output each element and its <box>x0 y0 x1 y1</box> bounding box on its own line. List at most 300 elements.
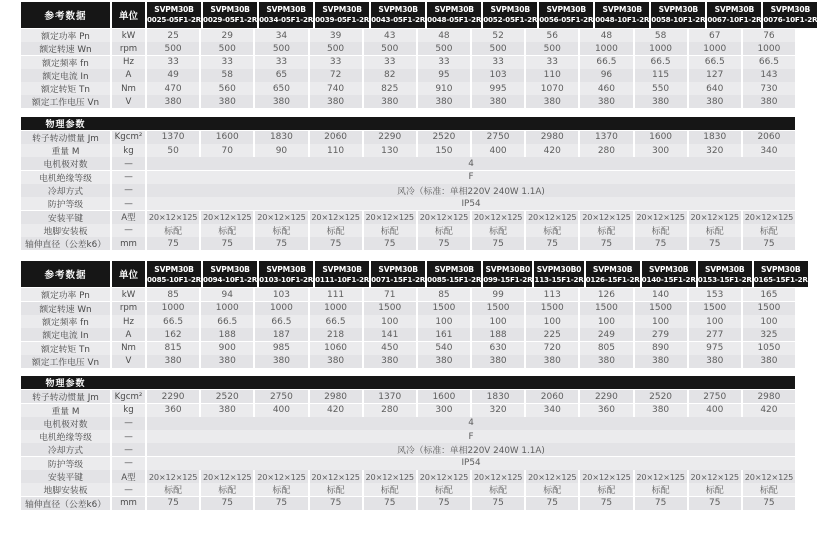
cell-value: 33 <box>472 56 524 69</box>
row-label: 安装平键 <box>21 211 110 224</box>
cell-value: 130 <box>364 144 416 157</box>
table-row <box>21 328 795 340</box>
cell-value: 75 <box>201 237 253 250</box>
cell-value: 66.5 <box>743 56 795 69</box>
table-row <box>21 82 795 94</box>
model-code: 0058-10F1-2R <box>651 15 706 25</box>
cell-value: 380 <box>526 95 578 108</box>
cell-value: 20×12×125 <box>257 212 306 223</box>
cell-value: 82 <box>364 69 416 82</box>
cell-value: 380 <box>743 95 795 108</box>
model-code: 0076-10F1-2R <box>763 15 818 25</box>
cell-value: 20×12×125 <box>365 471 414 482</box>
row-label: 重量 M <box>21 404 110 417</box>
cell-value: 标配 <box>580 224 632 237</box>
model-series: SVPM30B <box>210 5 250 15</box>
cell-value: 20×12×125 <box>419 212 469 223</box>
model-code: 0025-05F1-2R <box>147 15 202 25</box>
model-header <box>203 2 257 28</box>
cell-value: 75 <box>310 237 362 250</box>
cell-value: 56 <box>526 29 578 42</box>
row-unit: — <box>112 443 145 456</box>
model-series: SVPM30B <box>770 5 811 15</box>
table-row <box>21 417 795 429</box>
cell-value: 127 <box>689 69 741 82</box>
cell-value: 400 <box>255 404 307 417</box>
table-row <box>21 171 795 183</box>
cell-value: 20×12×125 <box>148 471 198 482</box>
model-header <box>539 2 593 28</box>
row-label: 转子转动惯量 Jm <box>21 131 110 144</box>
cell-value: 277 <box>689 328 741 341</box>
cell-value: 75 <box>255 497 307 510</box>
model-series: SVPM30B <box>266 5 306 15</box>
cell-value: 1000 <box>689 42 741 55</box>
cell-value: 805 <box>580 342 632 355</box>
table-row <box>21 69 795 81</box>
model-series: SVPM30B0 <box>536 264 582 274</box>
cell-value: 39 <box>310 29 362 42</box>
cell-value: 33 <box>147 56 199 69</box>
cell-value: 650 <box>255 82 307 95</box>
cell-value: 标配 <box>526 483 578 496</box>
cell-value: 2750 <box>472 131 524 144</box>
phys-rows <box>21 390 795 509</box>
row-unit: — <box>112 483 145 496</box>
cell-value: 66.5 <box>580 56 632 69</box>
row-label: 轴伸直径（公差k6） <box>21 497 110 510</box>
cell-value: 67 <box>689 29 741 42</box>
row-unit: — <box>112 197 145 210</box>
cell-value: 2290 <box>580 390 632 403</box>
cell-value: 380 <box>201 95 253 108</box>
cell-value: 96 <box>580 69 632 82</box>
model-header <box>534 261 583 287</box>
phys-rows <box>21 131 795 250</box>
cell-value: 103 <box>472 69 524 82</box>
cell-value: 1370 <box>147 131 199 144</box>
row-label: 电机绝缘等级 <box>21 430 110 443</box>
model-series: SVPM30B <box>602 5 642 15</box>
cell-value: 1370 <box>364 390 416 403</box>
cell-value: 720 <box>526 342 578 355</box>
cell-value: 1500 <box>689 302 741 315</box>
row-unit: — <box>112 457 145 470</box>
model-series: SVPM30B <box>154 5 194 15</box>
cell-value: 2060 <box>526 390 578 403</box>
cell-value: 1370 <box>580 131 632 144</box>
model-header <box>698 261 752 287</box>
cell-value: 380 <box>689 355 741 368</box>
cell-value: 111 <box>310 288 362 301</box>
row-unit: rpm <box>112 42 145 55</box>
cell-value: 75 <box>418 237 470 250</box>
cell-value: 187 <box>255 328 307 341</box>
row-label: 冷却方式 <box>21 443 110 456</box>
cell-value: 20×12×125 <box>744 212 794 223</box>
cell-value: 380 <box>255 95 307 108</box>
cell-value: 75 <box>364 237 416 250</box>
cell-value: 75 <box>689 237 741 250</box>
cell-value: 20×12×125 <box>582 212 631 223</box>
cell-value: 380 <box>635 95 687 108</box>
cell-value: 33 <box>526 56 578 69</box>
cell-value: 730 <box>743 82 795 95</box>
model-series: SVPM30B <box>761 264 801 274</box>
model-header <box>763 2 817 28</box>
cell-value: 500 <box>364 42 416 55</box>
cell-value: 58 <box>635 29 687 42</box>
cell-value: 2520 <box>201 390 253 403</box>
model-series: SVPM30B0 <box>485 264 531 274</box>
cell-value: 380 <box>580 95 632 108</box>
cell-value: 188 <box>201 328 253 341</box>
cell-value: 380 <box>147 355 199 368</box>
cell-value: 380 <box>743 355 795 368</box>
cell-value: 1060 <box>310 342 362 355</box>
row-label: 转子转动惯量 Jm <box>21 390 110 403</box>
cell-value: 20×12×125 <box>203 212 252 223</box>
cell-value: 20×12×125 <box>690 212 739 223</box>
model-header <box>371 261 425 287</box>
cell-value: 75 <box>526 237 578 250</box>
cell-value: 380 <box>201 355 253 368</box>
model-header <box>259 261 313 287</box>
cell-value: 75 <box>147 497 199 510</box>
cell-value: 340 <box>526 404 578 417</box>
cell-value: 75 <box>689 497 741 510</box>
model-code: 0029-05F1-2R <box>203 15 258 25</box>
row-label: 额定转矩 Tn <box>21 82 110 95</box>
cell-value: 380 <box>689 95 741 108</box>
merged-value: IP54 <box>147 457 795 470</box>
cell-value: 标配 <box>147 224 199 237</box>
cell-value: 66.5 <box>689 56 741 69</box>
cell-value: 65 <box>255 69 307 82</box>
row-unit: V <box>112 355 145 368</box>
cell-value: 72 <box>310 69 362 82</box>
model-code: 0048-05F1-2R <box>427 15 482 25</box>
cell-value: 890 <box>635 342 687 355</box>
cell-value: 标配 <box>418 483 470 496</box>
table-row <box>21 211 795 223</box>
cell-value: 2980 <box>310 390 362 403</box>
model-header <box>483 261 532 287</box>
table-row <box>21 184 795 196</box>
cell-value: 1830 <box>472 390 524 403</box>
cell-value: 910 <box>418 82 470 95</box>
cell-value: 1500 <box>580 302 632 315</box>
table-row <box>21 42 795 54</box>
model-header <box>595 2 649 28</box>
cell-value: 2750 <box>255 390 307 403</box>
table-row <box>21 131 795 143</box>
model-header <box>315 261 369 287</box>
row-unit: Nm <box>112 82 145 95</box>
cell-value: 94 <box>201 288 253 301</box>
cell-value: 380 <box>255 355 307 368</box>
row-label: 安装平键 <box>21 470 110 483</box>
row-unit: Hz <box>112 315 145 328</box>
cell-value: 110 <box>526 69 578 82</box>
cell-value: 标配 <box>310 224 362 237</box>
cell-value: 90 <box>255 144 307 157</box>
row-label: 防护等级 <box>21 197 110 210</box>
cell-value: 33 <box>255 56 307 69</box>
table-row <box>21 483 795 495</box>
row-label: 轴伸直径（公差k6） <box>21 237 110 250</box>
table-row <box>21 470 795 482</box>
cell-value: 400 <box>689 404 741 417</box>
cell-value: 75 <box>201 497 253 510</box>
cell-value: 75 <box>147 237 199 250</box>
cell-value: 143 <box>743 69 795 82</box>
cell-value: 20×12×125 <box>473 471 523 482</box>
cell-value: 460 <box>580 82 632 95</box>
row-unit: Kgcm² <box>112 390 145 403</box>
model-code: 0071-15F1-2R <box>371 274 426 284</box>
cell-value: 70 <box>201 144 253 157</box>
cell-value: 20×12×125 <box>419 471 469 482</box>
cell-value: 标配 <box>743 224 795 237</box>
cell-value: 75 <box>743 497 795 510</box>
model-series: SVPM30B <box>378 264 418 274</box>
spec-table-section-2 <box>21 261 808 510</box>
cell-value: 75 <box>635 237 687 250</box>
cell-value: 2290 <box>147 390 199 403</box>
model-code: 0140-15F1-2R <box>641 274 696 284</box>
model-header <box>586 261 640 287</box>
spec-table-section-1 <box>21 2 818 251</box>
cell-value: 33 <box>201 56 253 69</box>
model-header <box>427 2 481 28</box>
model-header <box>315 2 369 28</box>
cell-value: 标配 <box>255 224 307 237</box>
cell-value: 360 <box>580 404 632 417</box>
cell-value: 1500 <box>743 302 795 315</box>
row-label: 额定频率 fn <box>21 56 110 69</box>
cell-value: 470 <box>147 82 199 95</box>
phys-params-bar <box>21 376 795 389</box>
cell-value: 标配 <box>364 224 416 237</box>
row-unit: — <box>112 430 145 443</box>
cell-value: 34 <box>255 29 307 42</box>
cell-value: 58 <box>201 69 253 82</box>
cell-value: 153 <box>689 288 741 301</box>
cell-value: 630 <box>472 342 524 355</box>
cell-value: 标配 <box>580 483 632 496</box>
cell-value: 75 <box>635 497 687 510</box>
cell-value: 标配 <box>689 483 741 496</box>
row-unit: A <box>112 69 145 82</box>
cell-value: 115 <box>635 69 687 82</box>
cell-value: 1500 <box>635 302 687 315</box>
phys-params-title: 物理参数 <box>45 119 86 130</box>
cell-value: 249 <box>580 328 632 341</box>
row-label: 电机极对数 <box>21 417 110 430</box>
ref-header-row <box>21 2 818 28</box>
cell-value: 50 <box>147 144 199 157</box>
cell-value: 20×12×125 <box>690 471 739 482</box>
row-label: 额定转速 Wn <box>21 42 110 55</box>
cell-value: 33 <box>310 56 362 69</box>
unit-header: 单位 <box>112 2 145 28</box>
cell-value: 420 <box>743 404 795 417</box>
cell-value: 380 <box>418 355 470 368</box>
model-header <box>427 261 481 287</box>
cell-value: 52 <box>472 29 524 42</box>
cell-value: 360 <box>147 404 199 417</box>
cell-value: 20×12×125 <box>582 471 631 482</box>
cell-value: 76 <box>743 29 795 42</box>
cell-value: 100 <box>743 315 795 328</box>
row-label: 额定工作电压 Vn <box>21 355 110 368</box>
cell-value: 75 <box>255 237 307 250</box>
table-row <box>21 144 795 156</box>
cell-value: 2520 <box>635 390 687 403</box>
cell-value: 66.5 <box>635 56 687 69</box>
cell-value: 380 <box>472 95 524 108</box>
row-label: 地脚安装板 <box>21 224 110 237</box>
cell-value: 162 <box>147 328 199 341</box>
model-code: 0111-10F1-2R <box>315 274 370 284</box>
row-unit: V <box>112 95 145 108</box>
cell-value: 188 <box>472 328 524 341</box>
model-code: 0153-15F1-2R <box>697 274 752 284</box>
cell-value: 66.5 <box>147 315 199 328</box>
model-series: SVPM30B <box>210 264 250 274</box>
cell-value: 33 <box>364 56 416 69</box>
cell-value: 165 <box>743 288 795 301</box>
cell-value: 100 <box>689 315 741 328</box>
model-header <box>147 261 201 287</box>
cell-value: 标配 <box>743 483 795 496</box>
cell-value: 380 <box>310 355 362 368</box>
cell-value: 1000 <box>635 42 687 55</box>
cell-value: 279 <box>635 328 687 341</box>
row-label: 电机绝缘等级 <box>21 171 110 184</box>
cell-value: 340 <box>743 144 795 157</box>
row-unit: kg <box>112 404 145 417</box>
cell-value: 975 <box>689 342 741 355</box>
row-label: 额定功率 Pn <box>21 29 110 42</box>
model-series: SVPM30B <box>714 5 755 15</box>
cell-value: 2980 <box>743 390 795 403</box>
cell-value: 1000 <box>147 302 199 315</box>
model-series: SVPM30B <box>322 264 362 274</box>
table-row <box>21 237 795 249</box>
cell-value: 500 <box>310 42 362 55</box>
cell-value: 2980 <box>526 131 578 144</box>
unit-header: 单位 <box>112 261 145 287</box>
model-series: SVPM30B <box>546 5 586 15</box>
row-label: 额定工作电压 Vn <box>21 95 110 108</box>
cell-value: 2060 <box>310 131 362 144</box>
cell-value: 48 <box>418 29 470 42</box>
table-row <box>21 342 795 354</box>
cell-value: 400 <box>472 144 524 157</box>
cell-value: 640 <box>689 82 741 95</box>
cell-value: 85 <box>147 288 199 301</box>
model-code: 113-15F1-2R <box>534 274 584 284</box>
model-header <box>707 2 761 28</box>
cell-value: 500 <box>255 42 307 55</box>
cell-value: 29 <box>201 29 253 42</box>
cell-value: 33 <box>418 56 470 69</box>
cell-value: 815 <box>147 342 199 355</box>
row-label: 冷却方式 <box>21 184 110 197</box>
cell-value: 2750 <box>689 390 741 403</box>
cell-value: 380 <box>310 95 362 108</box>
cell-value: 141 <box>364 328 416 341</box>
cell-value: 75 <box>743 237 795 250</box>
model-code: 0039-05F1-2R <box>315 15 370 25</box>
row-label: 额定频率 fn <box>21 315 110 328</box>
cell-value: 500 <box>526 42 578 55</box>
cell-value: 380 <box>526 355 578 368</box>
cell-value: 100 <box>364 315 416 328</box>
cell-value: 标配 <box>201 224 253 237</box>
model-series: SVPM30B <box>434 264 474 274</box>
table-row <box>21 390 795 402</box>
cell-value: 20×12×125 <box>473 212 523 223</box>
cell-value: 740 <box>310 82 362 95</box>
cell-value: 1500 <box>364 302 416 315</box>
model-series: SVPM30B <box>592 264 633 274</box>
model-code: 0067-10F1-2R <box>707 15 762 25</box>
model-code: 0165-15F1-2R <box>753 274 808 284</box>
table-row <box>21 315 795 327</box>
model-code: 0085-15F1-2R <box>427 274 482 284</box>
row-unit: mm <box>112 497 145 510</box>
merged-value: 4 <box>147 157 795 170</box>
cell-value: 100 <box>418 315 470 328</box>
cell-value: 66.5 <box>201 315 253 328</box>
model-code: 0094-10F1-2R <box>203 274 258 284</box>
table-row <box>21 95 795 107</box>
table-row <box>21 29 795 41</box>
model-code: 0085-10F1-2R <box>147 274 202 284</box>
cell-value: 380 <box>201 404 253 417</box>
cell-value: 20×12×125 <box>744 471 794 482</box>
ref-data-header: 参考数据 <box>21 2 110 28</box>
cell-value: 320 <box>472 404 524 417</box>
cell-value: 110 <box>310 144 362 157</box>
model-series: SVPM30B <box>434 5 474 15</box>
row-unit: mm <box>112 237 145 250</box>
model-series: SVPM30B <box>704 264 745 274</box>
row-unit: A型 <box>112 211 145 224</box>
cell-value: 420 <box>310 404 362 417</box>
table-row <box>21 430 795 442</box>
cell-value: 560 <box>201 82 253 95</box>
cell-value: 20×12×125 <box>636 471 685 482</box>
cell-value: 380 <box>364 95 416 108</box>
cell-value: 380 <box>635 355 687 368</box>
model-series: SVPM30B <box>266 264 306 274</box>
cell-value: 75 <box>472 237 524 250</box>
model-header <box>754 261 808 287</box>
cell-value: 85 <box>418 288 470 301</box>
model-series: SVPM30B <box>658 5 699 15</box>
model-series: SVPM30B <box>378 5 418 15</box>
row-unit: Kgcm² <box>112 131 145 144</box>
table-row <box>21 56 795 68</box>
model-series: SVPM30B <box>322 5 362 15</box>
cell-value: 1000 <box>201 302 253 315</box>
model-code: 0126-15F1-2R <box>585 274 640 284</box>
cell-value: 75 <box>580 497 632 510</box>
